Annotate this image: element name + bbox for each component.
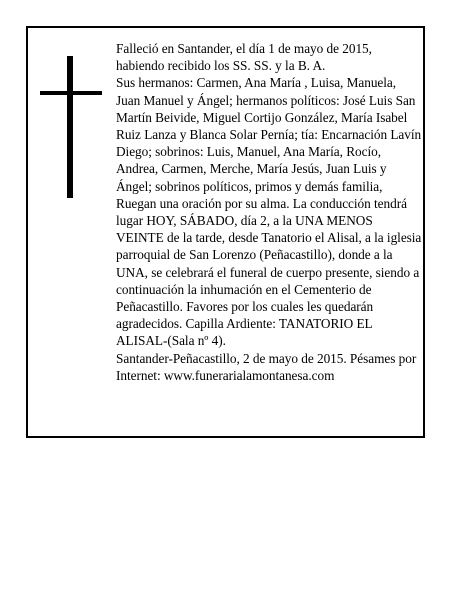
notice-body xyxy=(116,40,422,384)
death-announcement: Falleció en Santander, el día 1 de mayo de 2015, habiendo recibido los SS. SS. y la B. A. xyxy=(116,41,372,74)
family-list: Sus hermanos: Carmen, Ana María , Luisa, Manuela, Juan Manuel y Ángel; hermanos políticos: José Luis San Martín Beivide, Miguel Cortijo González, María Isabel Ruiz Lanza y Blanca Solar Pernía; tía: Encarnación Lavín Diego; sobrinos: Luis, Manuel, Ana María, Rocío, Andrea, Carmen, Merche, María Jesús, Juan Luis y Ángel; sobrinos políticos, primos y demás familia, xyxy=(116,75,422,194)
cross-horizontal-bar xyxy=(40,91,102,95)
cross-vertical-bar xyxy=(67,56,73,198)
funeral-details: Ruegan una oración por su alma. La conducción tendrá lugar HOY, SÁBADO, día 2, a la UNA MENOS VEINTE de la tarde, desde Tanatorio el Alisal, a la iglesia parroquial de San Lorenzo (Peñacastillo), donde a la UNA, se celebrará el funeral de cuerpo presente, siendo a continuación la inhumación en el Cementerio de Peñacastillo. Favores por los cuales les quedarán agradecidos. Capilla Ardiente: TANATORIO EL ALISAL-(Sala nº 4). xyxy=(116,195,422,349)
place-date-condolences: Santander-Peñacastillo, 2 de mayo de 2015. Pésames por Internet: www.funerarialamontanesa.com xyxy=(116,350,417,383)
latin-cross-icon xyxy=(40,56,102,198)
obituary-notice xyxy=(26,26,425,438)
